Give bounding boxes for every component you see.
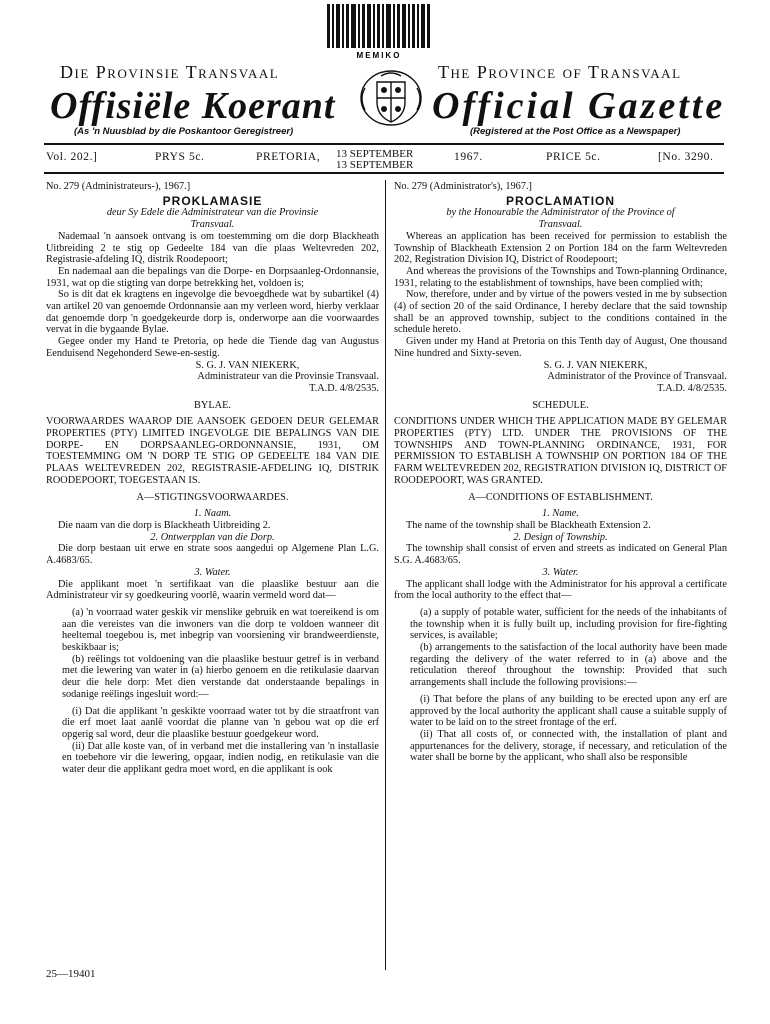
paragraph: Now, therefore, under and by virtue of the powers vested in me by subsection (4) of section 20 of the said Ordinance, I hereby declare that the said township shall be an approved township, subject to the conditions contained in the schedule hereto. [394,289,727,336]
clause-title: 1. Name. [542,508,579,520]
paragraph: And whereas the provisions of the Townships and Town-planning Ordinance, 1931, relating to the establishment of townships, have been complied with; [394,265,727,289]
issuer-line: deur Sy Edele die Administrateur van die Provinsie Transvaal. [106,207,319,231]
clause-text: The name of the township shall be Blackheath Extension 2. [406,519,651,531]
place-label: PRETORIA, [256,151,321,163]
clause-text: Die applikant moet 'n sertifikaat van die plaaslike bestuur aan die Administrateur vir sy goedkeuring voorlê, waarin vermeld word dat— [46,578,379,602]
province-af: Die Provinsie Transvaal [60,62,280,82]
clause-title: 3. Water. [542,566,579,578]
barcode-text: MEMIKO [356,51,402,60]
signatory-title: Administrateur van die Provinsie Transvaal. [197,371,379,383]
conditions-heading: VOORWAARDES WAAROP DIE AANSOEK GEDOEN DEUR GELEMAR PROPERTIES (PTY) LIMITED INGEVOLGE DIE BEPALINGS VAN DIE DORPE- EN DORPSAANLEG-ORDONNANSIE, 1931, OM TOESTEMMING OM 'N DORP TE STIG OP GEDEELTE 184 VAN DIE PLAAS WELTEVREDEN 202, REGISTRASIE-AFDELING IQ, DISTRIK ROODEPOORT, TOEGESTAAN IS. [46,416,379,486]
signatory-title: Administrator of the Province of Transvaal. [547,371,727,383]
column-divider [385,180,386,970]
sub-clause: (a) 'n voorraad water geskik vir menslike gebruik en wat toereikend is om aan die vereistes van die inwoners van die dorp te voldoen wanneer dit heeltemal toegebou is, met inbegrip van voorsiening vir brandweerdienste, beskikbaar is; [62,606,379,654]
sub-clause: (i) Dat die applikant 'n geskikte voorraad water tot by die straatfront van die erf moet laat aanlê voordat die planne van 'n gebou wat op die erf opgerig sal word, deur die plaaslike bestuur goedgekeur word. [62,705,379,740]
sub-clause: (a) a supply of potable water, sufficient for the needs of the inhabitants of the township when it is fully built up, including provision for fire-fighting services, is available; [410,606,727,642]
subsection-heading: A—STIGTINGSVOORWAARDES. [136,491,289,503]
paragraph: So is dit dat ek kragtens en ingevolge die bevoegdhede wat by subartikel (4) van artikel 20 van genoemde Ordonnansie aan my verleen word, hierby verklaar dat genoemde dorp 'n goedgekeurde dorp is, onderworpe aan die voorwaardes vervat in die bygaande Bylae. [46,289,379,336]
price-en: PRICE 5c. [546,151,601,163]
paragraph: Given under my Hand at Pretoria on this Tenth day of August, One thousand Nine hundred and Sixty-seven. [394,336,727,359]
schedule-heading: BYLAE. [194,399,231,411]
schedule-heading: SCHEDULE. [532,399,589,411]
issue-date [336,149,413,171]
gazette-title-en: Official Gazette [432,85,726,127]
paragraph: Gegee onder my Hand te Pretoria, op hede die Tiende dag van Augustus Eenduisend Negehonderd Sewe-en-sestig. [46,336,379,359]
paragraph: En nademaal aan die bepalings van die Dorpe- en Dorpsaanleg-Ordonnansie, 1931, wat op die stigting van dorpe betrekking het, voldoen is; [46,265,379,289]
price-af: PRYS 5c. [155,151,205,163]
coat-of-arms-icon [355,68,427,130]
clause-text: Die dorp bestaan uit erwe en strate soos aangedui op Algemene Plan L.G. A.4683/65. [46,543,379,567]
subsection-heading: A—CONDITIONS OF ESTABLISHMENT. [468,491,653,503]
issue-number: [No. 3290. [658,151,714,163]
conditions-heading: CONDITIONS UNDER WHICH THE APPLICATION MADE BY GELEMAR PROPERTIES (PTY) LTD. UNDER THE PROVISIONS OF THE TOWNSHIPS AND TOWN-PLANNING ORDINANCE, 1931, FOR PERMISSION TO ESTABLISH A TOWNSHIP ON PORTION 184 OF THE FARM WELTEVREDEN 202, REGISTRATION DIVISION IQ, DISTRICT OF ROODEPOORT, WAS GRANTED. [394,416,727,486]
signatory-name: S. G. J. VAN NIEKERK, [195,359,300,371]
issuer-line: by the Honourable the Administrator of the Province of Transvaal. [446,207,675,231]
clause-title: 1. Naam. [193,508,232,520]
printer-code: 25—19401 [46,968,96,980]
barcode [325,4,433,60]
province-en: The Province of Transvaal [438,62,682,82]
gazette-title-af: Offisiële Koerant [50,85,336,127]
clause-text: Die naam van die dorp is Blackheath Uitbreiding 2. [58,519,271,531]
sub-clause: (b) arrangements to the satisfaction of the local authority have been made regarding the delivery of the water referred to in (a) above and the reticulation thereof throughout the township: Provided that such arrangements shall include the following provisions:— [410,642,727,689]
sub-clause: (ii) That all costs of, or connected with, the installation of plant and appurtenances for the delivery, storage, if necessary, and reticulation of the water shall be borne by the applicant, who shall also be responsible [410,728,727,764]
sub-clause: (b) reëlings tot voldoening van die plaaslike bestuur getref is in verband met die lewering van water in (a) hierbo genoem en die retikulasie daarvan deur die hele dorp: Met dien verstande dat onderstaande bepalings in sodanige reëlings ingesluit word:— [62,653,379,700]
issue-year: 1967. [454,151,483,163]
signatory-name: S. G. J. VAN NIEKERK, [543,359,648,371]
subtitle-af: (As 'n Nuusblad by die Poskantoor Geregistreer) [74,126,294,137]
column-english [394,181,727,764]
subtitle-en: (Registered at the Post Office as a Newspaper) [470,126,681,137]
date-en: 13 SEPTEMBER [336,159,414,171]
clause-text: The applicant shall lodge with the Administrator for his approval a certificate from the local authority to the effect that— [394,578,727,602]
reference-number: T.A.D. 4/8/2535. [309,382,379,394]
notice-number: No. 279 (Administrateurs-), 1967.] [46,181,191,192]
sub-clause: (i) That before the plans of any building to be erected upon any erf are approved by the local authority the applicant shall cause a suitable supply of water to be laid on to the street frontage of the erf. [410,693,727,729]
sub-clause: (ii) Dat alle koste van, of in verband met die installering van 'n installasie en toebehore vir die lewering, opgaar, indien nodig, en retikulasie van die water deur die applikant gedra moet word, en die applikant is ook [62,740,379,776]
volume-label: Vol. 202.] [46,151,98,163]
bottom-rule [44,172,724,174]
section-heading: PROCLAMATION [505,193,616,208]
top-rule [44,143,724,145]
clause-title: 2. Design of Township. [513,531,608,543]
clause-text: The township shall consist of erven and streets as indicated on General Plan S.G. A.4683/65. [394,543,727,567]
clause-title: 3. Water. [194,566,231,578]
notice-number: No. 279 (Administrator's), 1967.] [394,181,532,192]
clause-title: 2. Ontwerpplan van die Dorp. [150,531,275,543]
column-afrikaans [46,181,379,776]
section-heading: PROKLAMASIE [162,193,263,208]
paragraph: Nademaal 'n aansoek ontvang is om toestemming om die dorp Blackheath Uitbreiding 2 te stig op Gedeelte 184 van die plaas Weltevreden 202, Registrasie-afdeling IQ, distrik Roodepoort; [46,230,379,266]
paragraph: Whereas an application has been received for permission to establish the Township of Blackheath Extension 2 on Portion 184 on the farm Weltevreden 202, Registration Division IQ, District of Roodepoort; [394,230,727,266]
reference-number: T.A.D. 4/8/2535. [657,382,727,394]
date-af: 13 SEPTEMBER [336,148,414,160]
